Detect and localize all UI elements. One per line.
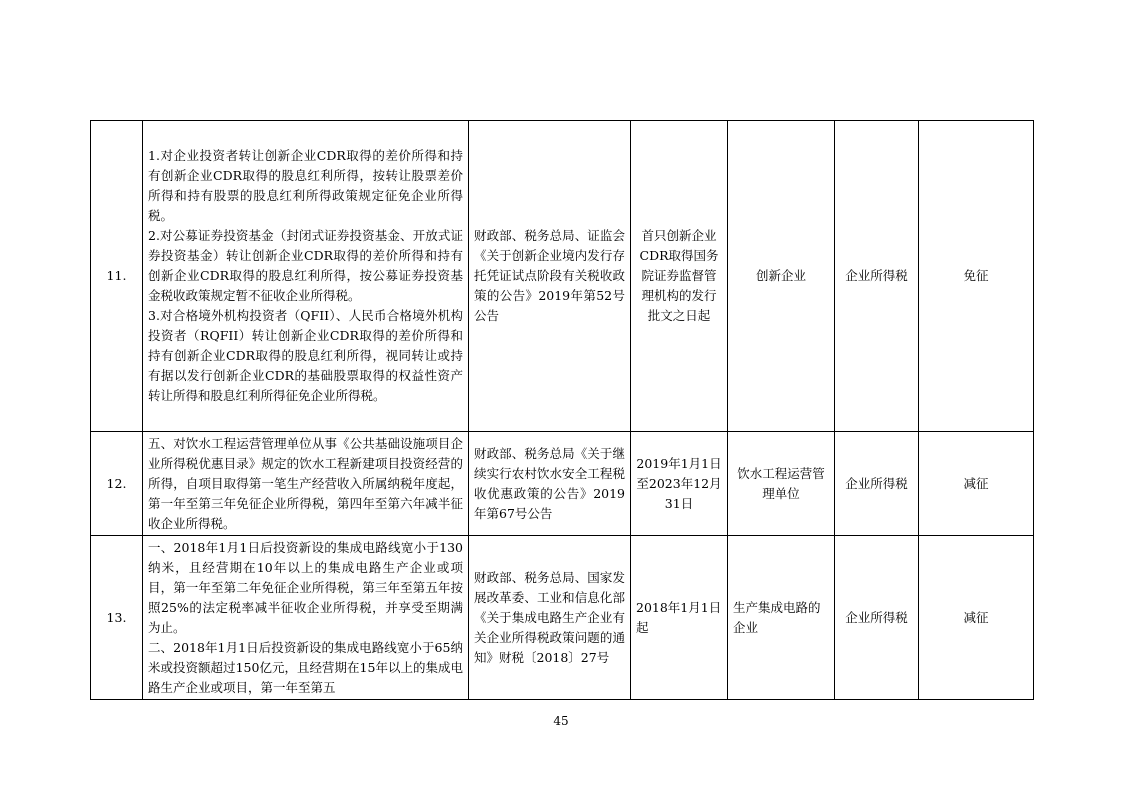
policy-document: 财政部、税务总局、证监会《关于创新企业境内发行存托凭证试点阶段有关税收政策的公告》2019年第52号公告 bbox=[469, 121, 631, 432]
relief-method: 减征 bbox=[919, 536, 1034, 700]
effective-date: 首只创新企业CDR取得国务院证券监督管理机构的发行批文之日起 bbox=[631, 121, 728, 432]
relief-method: 减征 bbox=[919, 432, 1034, 536]
content-paragraph: 2.对公募证券投资基金（封闭式证券投资基金、开放式证券投资基金）转让创新企业CDR取得的差价所得和持有创新企业CDR取得的股息红利所得，按公募证券投资基金税收政策规定暂不征收企业所得税。 bbox=[148, 228, 463, 303]
page-number: 45 bbox=[553, 714, 569, 728]
effective-date: 2019年1月1日至2023年12月31日 bbox=[631, 432, 728, 536]
content-paragraph: 一、2018年1月1日后投资新设的集成电路线宽小于130纳米，且经营期在10年以上的集成电路生产企业或项目，第一年至第二年免征企业所得税，第三年至第五年按照25%的法定税率减半征收企业所得税，并享受至期满为止。 bbox=[148, 539, 463, 635]
relief-method: 免征 bbox=[919, 121, 1034, 432]
beneficiary: 创新企业 bbox=[728, 121, 835, 432]
row-number: 12. bbox=[91, 432, 143, 536]
row-number: 13. bbox=[91, 536, 143, 700]
policy-document: 财政部、税务总局、国家发展改革委、工业和信息化部《关于集成电路生产企业有关企业所得税政策问题的通知》财税〔2018〕27号 bbox=[469, 536, 631, 700]
content-paragraph: 五、对饮水工程运营管理单位从事《公共基础设施项目企业所得税优惠目录》规定的饮水工程新建项目投资经营的所得，自项目取得第一笔生产经营收入所属纳税年度起，第一年至第三年免征企业所得税，第四年至第六年减半征收企业所得税。 bbox=[148, 435, 463, 531]
table-row bbox=[91, 432, 1034, 536]
content-paragraph: 3.对合格境外机构投资者（QFII）、人民币合格境外机构投资者（RQFII）转让创新企业CDR取得的差价所得和持有创新企业CDR取得的股息红利所得，视同转让或持有据以发行创新企业CDR的基础股票取得的权益性资产转让所得和股息红利所得征免企业所得税。 bbox=[148, 308, 463, 403]
row-number: 11. bbox=[91, 121, 143, 432]
tax-type: 企业所得税 bbox=[835, 432, 919, 536]
policy-document: 财政部、税务总局《关于继续实行农村饮水安全工程税收优惠政策的公告》2019年第67号公告 bbox=[469, 432, 631, 536]
content-paragraph: 二、2018年1月1日后投资新设的集成电路线宽小于65纳米或投资额超过150亿元，且经营期在15年以上的集成电路生产企业或项目，第一年至第五 bbox=[148, 639, 463, 695]
beneficiary: 生产集成电路的企业 bbox=[728, 536, 835, 700]
tax-type: 企业所得税 bbox=[835, 121, 919, 432]
policy-content bbox=[143, 536, 469, 700]
policy-content bbox=[143, 432, 469, 536]
content-paragraph: 1.对企业投资者转让创新企业CDR取得的差价所得和持有创新企业CDR取得的股息红利所得，按转让股票差价所得和持有股票的股息红利所得政策规定征免企业所得税。 bbox=[148, 148, 463, 223]
table-row bbox=[91, 536, 1034, 700]
beneficiary: 饮水工程运营管理单位 bbox=[728, 432, 835, 536]
effective-date: 2018年1月1日起 bbox=[631, 536, 728, 700]
tax-type: 企业所得税 bbox=[835, 536, 919, 700]
policy-table bbox=[90, 120, 1034, 700]
policy-content bbox=[143, 121, 469, 432]
table-row bbox=[91, 121, 1034, 432]
